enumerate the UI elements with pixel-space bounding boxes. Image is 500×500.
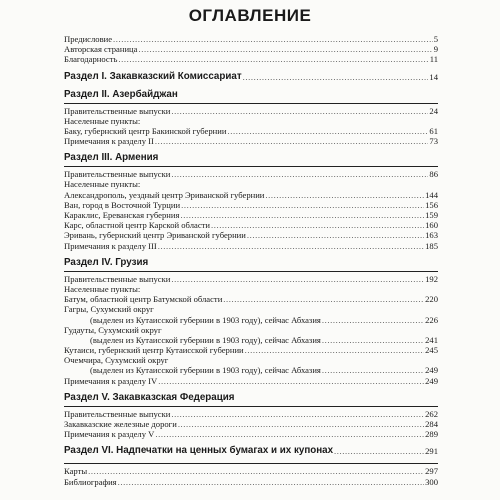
page-number: 185: [425, 240, 438, 251]
page-number: 249: [425, 375, 438, 386]
entry-title: Правительственные выпуски: [64, 169, 171, 180]
section-title: Раздел II. Азербайджан: [64, 88, 178, 100]
divider: [64, 271, 438, 272]
toc-entry[interactable]: [64, 210, 438, 220]
toc-entry[interactable]: [64, 241, 438, 251]
divider: [64, 406, 438, 407]
page-number: 144: [425, 189, 438, 200]
page-number: 86: [429, 169, 438, 180]
entry-title: Баку, губернский центр Бакинской губернии: [64, 125, 227, 136]
section-title: Раздел V. Закавказская Федерация: [64, 391, 235, 403]
section-heading[interactable]: [64, 445, 438, 457]
section-title: Раздел VI. Надпечатки на ценных бумагах и их купонах: [64, 445, 334, 457]
divider: [64, 166, 438, 167]
leader-dots: [334, 445, 424, 457]
section-title: Раздел I. Закавказский Комиссариат: [64, 70, 242, 82]
toc-entry[interactable]: [64, 200, 438, 210]
leader-dots: [223, 294, 424, 304]
entry-title: Примечания к разделу V: [64, 429, 155, 440]
page-number: 291: [425, 446, 438, 457]
page-number: 300: [425, 476, 438, 487]
entry-title: Ван, город в Восточной Турции: [64, 199, 181, 210]
toc-entry[interactable]: [64, 54, 438, 64]
page-number: 159: [425, 210, 438, 221]
leader-dots: [158, 241, 424, 251]
page-number: 61: [429, 125, 438, 136]
toc-entry[interactable]: [64, 315, 438, 325]
entry-title: Карс, областной центр Карской области: [64, 220, 210, 231]
leader-dots: [247, 230, 424, 240]
page-number: 24: [429, 105, 438, 116]
entry-title: Примечания к разделу II: [64, 136, 154, 147]
divider: [64, 103, 438, 104]
toc-entry[interactable]: [64, 325, 438, 335]
page-number: 262: [425, 408, 438, 419]
toc-entry[interactable]: [64, 366, 438, 376]
entry-title: Гудауты, Сухумский округ: [64, 324, 162, 335]
toc-entry[interactable]: [64, 429, 438, 439]
toc-entry[interactable]: [64, 294, 438, 304]
page-number: 297: [425, 466, 438, 477]
toc-entry[interactable]: [64, 466, 438, 476]
page-number: 284: [425, 419, 438, 430]
toc-entry[interactable]: [64, 220, 438, 230]
toc-entry[interactable]: [64, 345, 438, 355]
entry-title: Правительственные выпуски: [64, 408, 171, 419]
leader-dots: [180, 210, 424, 220]
toc-entry[interactable]: [64, 126, 438, 136]
toc-entry[interactable]: [64, 304, 438, 314]
leader-dots: [155, 136, 429, 146]
table-of-contents: [64, 30, 438, 487]
entry-title: Кутаиси, губернский центр Кутаисской губернии: [64, 345, 244, 356]
page-number: 241: [425, 334, 438, 345]
toc-entry[interactable]: [64, 376, 438, 386]
page-number: 245: [425, 345, 438, 356]
section-title: Раздел IV. Грузия: [64, 256, 149, 268]
entry-title: Батум, областной центр Батумской области: [64, 294, 223, 305]
toc-entry[interactable]: [64, 477, 438, 487]
toc-entry[interactable]: [64, 274, 438, 284]
leader-dots: [155, 429, 424, 439]
page-number: 249: [425, 365, 438, 376]
page-number: 163: [425, 230, 438, 241]
entry-title: Гагры, Сухумский округ: [64, 304, 154, 315]
leader-dots: [171, 106, 428, 116]
toc-entry[interactable]: [64, 355, 438, 365]
toc-entry[interactable]: [64, 180, 438, 190]
section-heading[interactable]: [64, 71, 438, 83]
page-number: 14: [429, 71, 438, 82]
section-heading[interactable]: [64, 152, 438, 164]
entry-title: Населенные пункты:: [64, 115, 141, 126]
page-title: ОГЛАВЛЕНИЕ: [188, 6, 312, 25]
leader-dots: [265, 190, 424, 200]
entry-title: Караклис, Ереванская губерния: [64, 210, 180, 221]
leader-dots: [227, 126, 428, 136]
entry-title: (выделен из Кутаисской губернии в 1903 году), сейчас Абхазия: [90, 334, 321, 345]
entry-title: Населенные пункты:: [64, 179, 141, 190]
leader-dots: [171, 274, 424, 284]
toc-entry[interactable]: [64, 190, 438, 200]
entry-title: Примечания к разделу IV: [64, 375, 158, 386]
toc-entry[interactable]: [64, 116, 438, 126]
entry-title: (выделен из Кутаисской губернии в 1903 году), сейчас Абхазия: [90, 314, 321, 325]
entry-title: Библиография: [64, 476, 117, 487]
section-heading[interactable]: [64, 257, 438, 269]
toc-entry[interactable]: [64, 34, 438, 44]
leader-dots: [322, 365, 424, 375]
leader-dots: [322, 335, 424, 345]
leader-dots: [245, 345, 424, 355]
toc-entry[interactable]: [64, 419, 438, 429]
page-number: 156: [425, 199, 438, 210]
entry-title: Александрополь, уездный центр Эриванской губернии: [64, 189, 265, 200]
toc-entry[interactable]: [64, 284, 438, 294]
leader-dots: [211, 220, 424, 230]
section-heading[interactable]: [64, 89, 438, 101]
page-number: 226: [425, 314, 438, 325]
leader-dots: [181, 200, 424, 210]
entry-title: Закавказские железные дороги: [64, 419, 177, 430]
spacer: [64, 457, 438, 461]
entry-title: Правительственные выпуски: [64, 273, 171, 284]
entry-title: Населенные пункты:: [64, 283, 141, 294]
leader-dots: [178, 419, 424, 429]
entry-title: Авторская страница: [64, 44, 138, 55]
leader-dots: [171, 409, 424, 419]
page-number: 5: [433, 33, 438, 44]
leader-dots: [138, 44, 432, 54]
entry-title: Благодарность: [64, 54, 118, 65]
entry-title: Очемчира, Сухумский округ: [64, 355, 169, 366]
leader-dots: [171, 169, 428, 179]
page-number: 160: [425, 220, 438, 231]
entry-title: Примечания к разделу III: [64, 240, 157, 251]
leader-dots: [88, 466, 424, 476]
entry-title: Эривань, губернский центр Эриванской губернии: [64, 230, 246, 241]
section-heading[interactable]: [64, 392, 438, 404]
page-number: 9: [433, 44, 438, 55]
leader-dots: [113, 34, 433, 44]
entry-title: (выделен из Кутаисской губернии в 1903 году), сейчас Абхазия: [90, 365, 321, 376]
toc-entry[interactable]: [64, 136, 438, 146]
entry-title: Предисловие: [64, 33, 113, 44]
toc-entry[interactable]: [64, 335, 438, 345]
leader-dots: [158, 376, 424, 386]
leader-dots: [243, 71, 429, 83]
leader-dots: [322, 315, 424, 325]
section-title: Раздел III. Армения: [64, 152, 159, 164]
leader-dots: [118, 477, 424, 487]
toc-entry[interactable]: [64, 409, 438, 419]
page-number: 192: [425, 273, 438, 284]
page-number: 73: [429, 136, 438, 147]
page-number: 289: [425, 429, 438, 440]
toc-entry[interactable]: [64, 44, 438, 54]
page-number: 11: [429, 54, 438, 65]
entry-title: Правительственные выпуски: [64, 105, 171, 116]
divider: [64, 463, 438, 464]
toc-entry[interactable]: [64, 230, 438, 240]
leader-dots: [118, 54, 428, 64]
toc-entry[interactable]: [64, 169, 438, 179]
toc-entry[interactable]: [64, 106, 438, 116]
entry-title: Карты: [64, 466, 88, 477]
page-number: 220: [425, 294, 438, 305]
